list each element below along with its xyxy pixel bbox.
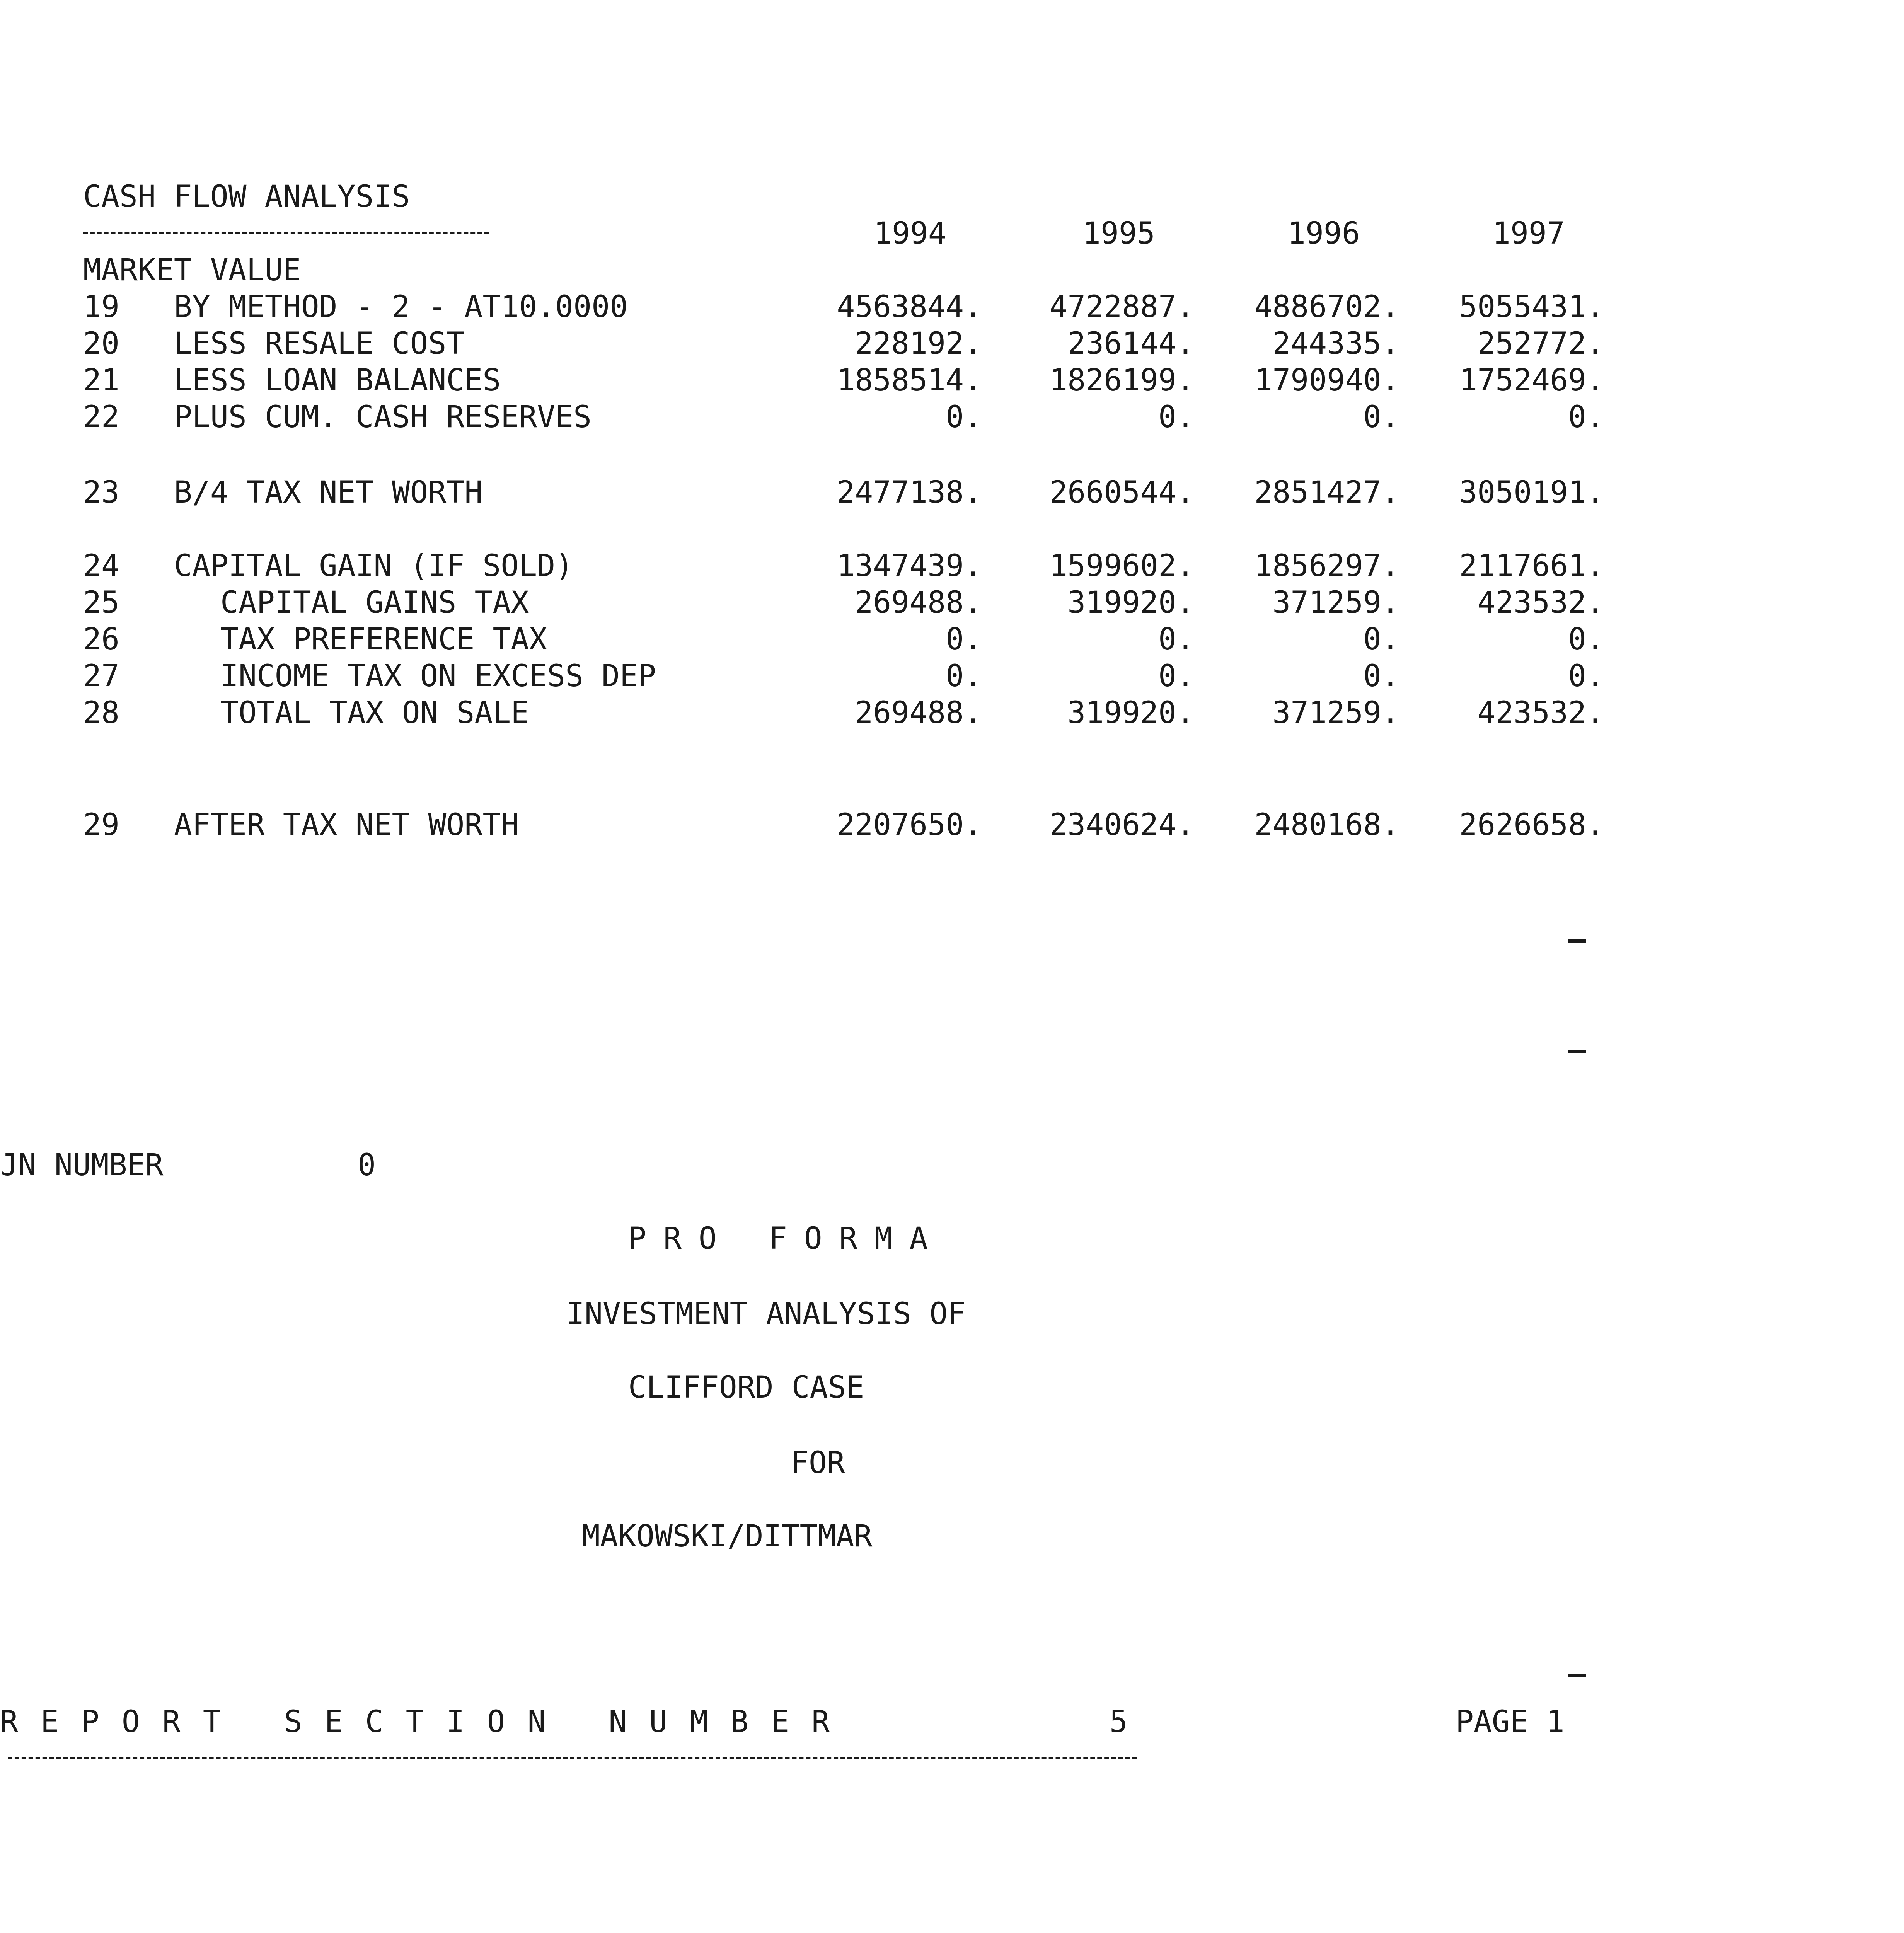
row-label: CAPITAL GAIN (IF SOLD) [174,549,574,583]
row-label: AFTER TAX NET WORTH [174,808,519,842]
row-label: CAPITAL GAINS TAX [220,585,529,620]
row-label: TAX PREFERENCE TAX [220,622,547,657]
cell: 371259. [1272,585,1399,620]
cash-flow-title: CASH FLOW ANALYSIS [83,179,410,214]
cell: 2117661. [1459,549,1604,583]
section-number: 5 [1110,1705,1128,1739]
cell: 319920. [1067,585,1195,620]
cell: 269488. [855,585,982,620]
cell: 4563844. [837,290,982,324]
row-num: 24 [83,549,119,583]
run-number-label: JN NUMBER [0,1148,164,1183]
cell: 1347439. [837,549,982,583]
row-num: 22 [83,400,119,435]
investment-line: INVESTMENT ANALYSIS OF [566,1297,966,1331]
report-section-label: REPORT SECTION NUMBER [0,1705,852,1739]
cf-year-1: 1994 [874,216,946,251]
cf-year-2: 1995 [1082,216,1155,251]
cell: 0. [1568,400,1604,435]
cell: 2660544. [1049,475,1195,510]
row-num: 23 [83,475,119,510]
cell: 2851427. [1254,475,1399,510]
row-num: 26 [83,622,119,657]
cell: 244335. [1272,326,1399,361]
cell: 1858514. [837,363,982,398]
row-num: 27 [83,659,119,694]
row-num: 29 [83,808,119,842]
cell: 2340624. [1049,808,1195,842]
cell: 269488. [855,695,982,730]
cell: 1856297. [1254,549,1399,583]
row-label: INCOME TAX ON EXCESS DEP [220,659,656,694]
page-number: PAGE 1 [1456,1705,1565,1739]
cell: 371259. [1272,695,1399,730]
cell: 3050191. [1459,475,1604,510]
row-label: LESS LOAN BALANCES [174,363,501,398]
preparer-name: MAKOWSKI/DITTMAR [582,1519,873,1554]
cell: 0. [1568,659,1604,694]
cell: 0. [946,659,982,694]
cell: 1599602. [1049,549,1195,583]
cell: 236144. [1067,326,1195,361]
cell: 252772. [1477,326,1604,361]
cell: 4886702. [1254,290,1399,324]
row-num: 20 [83,326,119,361]
row-label: TOTAL TAX ON SALE [220,695,529,730]
row-num: 19 [83,290,119,324]
run-number-value: 0 [358,1148,376,1183]
for-line: FOR [791,1445,845,1480]
cell: 423532. [1477,585,1604,620]
cf-year-4: 1997 [1492,216,1565,251]
cell: 0. [1568,622,1604,657]
cell: 0. [1158,659,1195,694]
cell: 0. [946,622,982,657]
row-label: BY METHOD - 2 - AT10.0000 [174,290,628,324]
cell: 0. [1363,400,1399,435]
cell: 2626658. [1459,808,1604,842]
cell: 0. [946,400,982,435]
cf-year-3: 1996 [1287,216,1360,251]
cell: 0. [1158,400,1195,435]
market-value-label: MARKET VALUE [83,253,301,288]
cell: 1790940. [1254,363,1399,398]
cash-flow-title-underline [83,232,489,234]
cell: 4722887. [1049,290,1195,324]
row-num: 25 [83,585,119,620]
margin-mark [1568,939,1586,943]
row-num: 21 [83,363,119,398]
row-num: 28 [83,695,119,730]
cell: 319920. [1067,695,1195,730]
cell: 0. [1158,622,1195,657]
report-section-underline [8,1757,1137,1759]
pro-forma-title: PRO FORMA [628,1221,945,1256]
cell: 5055431. [1459,290,1604,324]
cell: 0. [1363,659,1399,694]
cell: 1752469. [1459,363,1604,398]
cell: 228192. [855,326,982,361]
row-label: LESS RESALE COST [174,326,465,361]
margin-mark [1568,1050,1586,1053]
margin-mark [1568,1674,1586,1677]
cell: 2477138. [837,475,982,510]
cell: 0. [1363,622,1399,657]
row-label: B/4 TAX NET WORTH [174,475,483,510]
client-name: CLIFFORD CASE [628,1370,864,1405]
cell: 2207650. [837,808,982,842]
row-label: PLUS CUM. CASH RESERVES [174,400,592,435]
cell: 423532. [1477,695,1604,730]
cell: 2480168. [1254,808,1399,842]
cell: 1826199. [1049,363,1195,398]
